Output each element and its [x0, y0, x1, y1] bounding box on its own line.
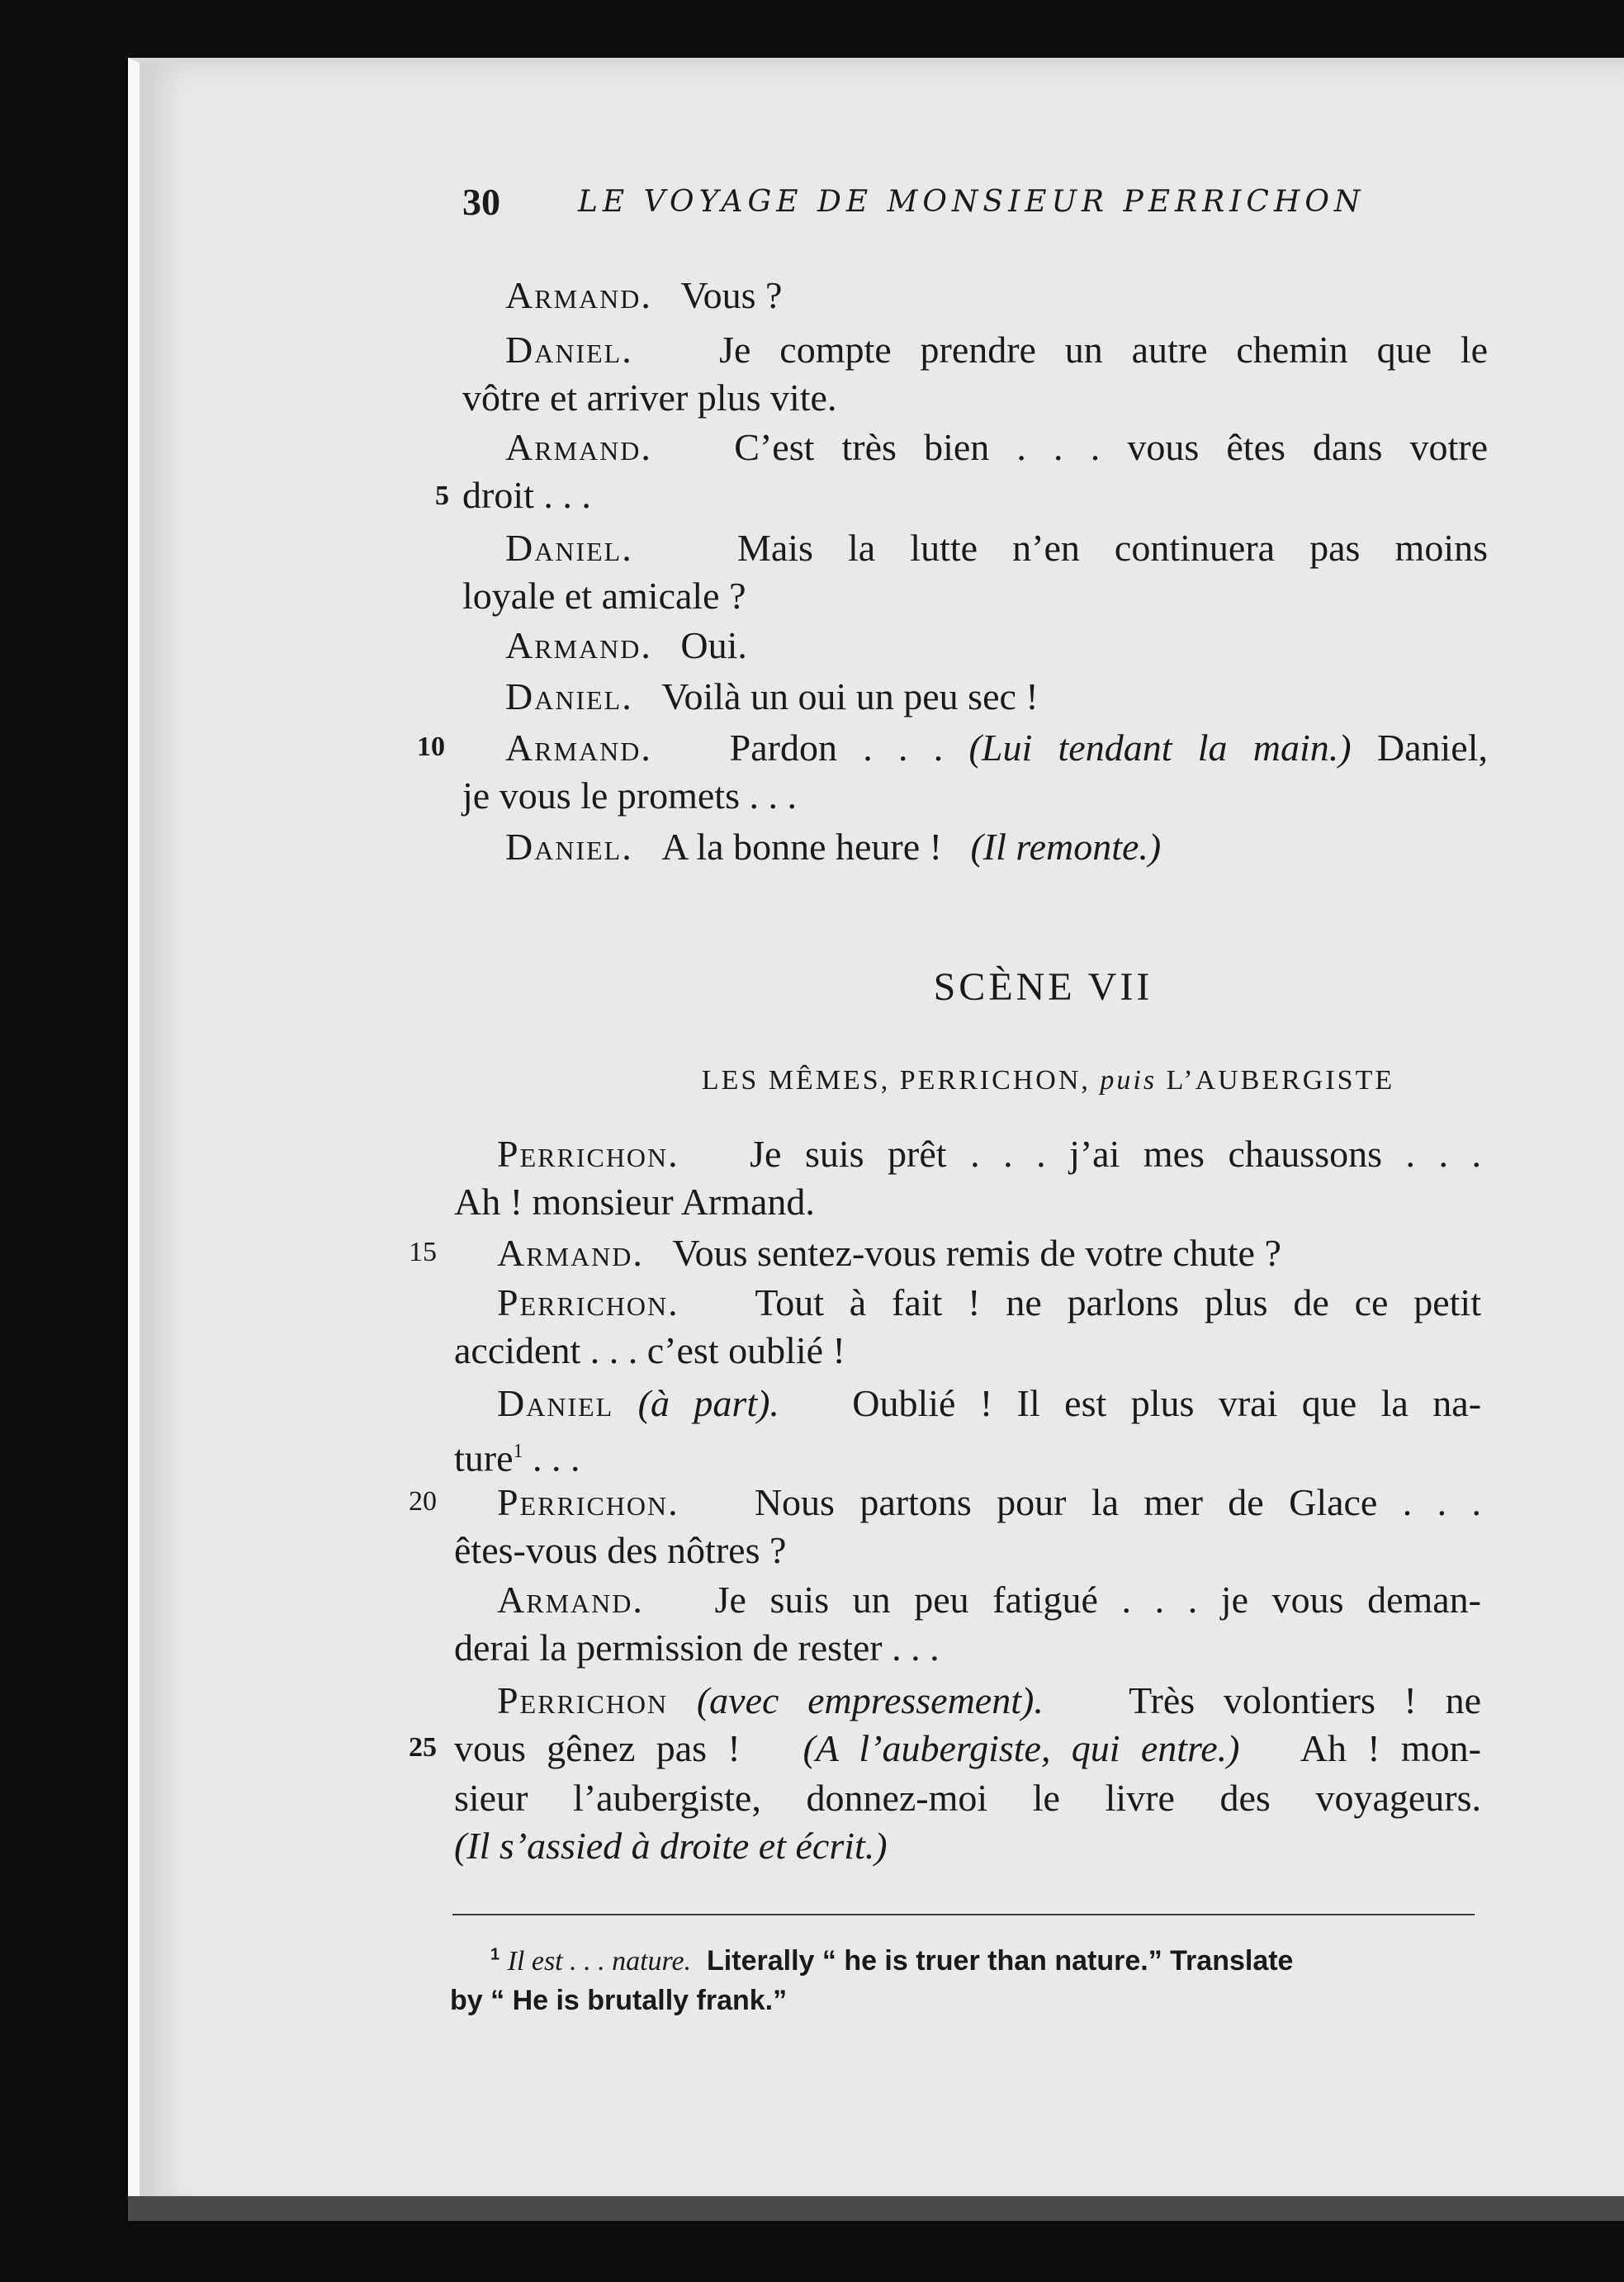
- running-title: LE VOYAGE DE MONSIEUR PERRICHON: [578, 185, 1366, 219]
- dialogue-line: vôtre et arriver plus vite.: [462, 376, 837, 419]
- dialogue-line: êtes-vous des nôtres ?: [454, 1529, 787, 1571]
- footnote-line-1: $^1$ Il est . . . nature. Literally “ he is truer than nature.” Translate: [490, 1945, 1294, 1977]
- dialogue-line: je vous le promets . . .: [462, 774, 797, 817]
- line-number: 20: [409, 1486, 437, 1517]
- dialogue-line: Armand. Vous sentez-vous remis de votre chute ?: [497, 1232, 1281, 1274]
- dialogue-line: vous gênez pas ! (A l’aubergiste, qui entre.) Ah ! mon-: [454, 1727, 1482, 1769]
- dialogue-line: droit . . .: [462, 474, 591, 516]
- dialogue-line: Armand. Je suis un peu fatigué . . . je vous deman-: [497, 1579, 1482, 1621]
- dialogue-line: Daniel (à part). Oublié ! Il est plus vrai que la na-: [497, 1382, 1482, 1424]
- dialogue-line: Perrichon. Tout à fait ! ne parlons plus de ce petit: [497, 1281, 1481, 1323]
- scene-cast: LES MÊMES, PERRICHON, puis L’AUBERGISTE: [701, 1065, 1395, 1096]
- dialogue-line: Armand. C’est très bien . . . vous êtes dans votre: [505, 426, 1488, 468]
- dialogue-line: ture$^1$ . . .: [454, 1437, 580, 1480]
- footnote-line-2: by “ He is brutally frank.”: [450, 1985, 788, 2016]
- dialogue-line: Armand. Pardon . . . (Lui tendant la main.) Daniel,: [505, 727, 1488, 769]
- dialogue-line: sieur l’aubergiste, donnez-moi le livre des voyageurs.: [454, 1777, 1481, 1819]
- line-number: 10: [417, 731, 445, 762]
- dialogue-line: Daniel. Je compte prendre un autre chemin que le: [505, 329, 1489, 371]
- dialogue-line: (Il s’assied à droite et écrit.): [454, 1825, 888, 1867]
- dialogue-line: Perrichon. Je suis prêt . . . j’ai mes chaussons . . .: [497, 1133, 1481, 1175]
- footnote-rule: [452, 1914, 1475, 1915]
- dialogue-line: Ah ! monsieur Armand.: [454, 1181, 815, 1223]
- dialogue-line: Armand. Vous ?: [505, 274, 783, 316]
- dialogue-line: Daniel. Voilà un oui un peu sec !: [505, 675, 1039, 717]
- line-number: 5: [435, 481, 449, 511]
- dialogue-line: Daniel. Mais la lutte n’en continuera pas moins: [505, 527, 1488, 569]
- dialogue-line: derai la permission de rester . . .: [454, 1626, 940, 1669]
- dialogue-line: Perrichon (avec empressement). Très volontiers ! ne: [497, 1679, 1481, 1721]
- page-bottom-edge: [128, 2196, 1624, 2221]
- dialogue-line: loyale et amicale ?: [462, 575, 746, 617]
- dialogue-line: Daniel. A la bonne heure ! (Il remonte.): [505, 826, 1162, 868]
- dialogue-line: Perrichon. Nous partons pour la mer de Glace . . .: [497, 1481, 1481, 1523]
- line-number: 25: [409, 1732, 437, 1763]
- dialogue-line: accident . . . c’est oublié !: [454, 1329, 845, 1371]
- scene-title: SCÈNE VII: [933, 965, 1153, 1009]
- dialogue-line: Armand. Oui.: [505, 624, 747, 666]
- line-number: 15: [409, 1237, 437, 1267]
- page-number: 30: [462, 181, 500, 223]
